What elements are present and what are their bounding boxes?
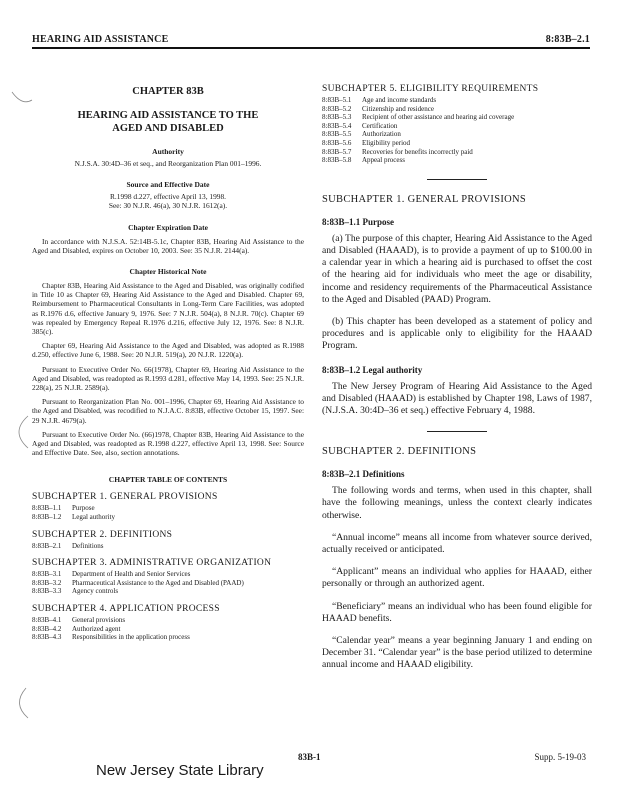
page-number: 83B-1 xyxy=(298,752,321,762)
page-footer xyxy=(0,752,618,782)
toc-entry-number: 8:83B–5.5 xyxy=(322,130,352,139)
authority-label: Authority xyxy=(152,147,184,156)
purpose-paragraph-a: (a) The purpose of this chapter, Hearing Aid Assistance to the Aged and Disabled (HAAAD), is to provide a payment of up to $100.00 in a calendar year in which a hearing aid is purchased to offset the cost of the hearing aid for individuals who meet the age or disability, income and residency requirements of the Pharmaceutical Assistance to the Aged and Disabled (PAAD) Program. xyxy=(322,232,592,305)
toc-entry-number: 8:83B–1.2 xyxy=(32,513,62,522)
toc-entry-name: Eligibility period xyxy=(362,138,411,147)
toc-entry-number: 8:83B–2.1 xyxy=(32,541,62,550)
toc-entry xyxy=(32,587,304,596)
toc-entry-number: 8:83B–5.3 xyxy=(322,113,352,122)
toc-entry xyxy=(322,130,592,139)
toc-title: CHAPTER TABLE OF CONTENTS xyxy=(108,475,228,485)
section-divider xyxy=(427,179,487,180)
section-title-legal-authority: 8:83B–1.2 Legal authority xyxy=(322,364,423,375)
toc-entry xyxy=(322,156,592,165)
history-paragraph: Pursuant to Reorganization Plan No. 001–1996, Chapter 69, Hearing Aid Assistance to the Aged and Disabled, was recodified to N.J.A.C. 8:83B, effective October 15, 1997. See: 29 N.J.R. 4679(a). xyxy=(32,397,304,425)
toc-entry-name: Definitions xyxy=(72,541,104,550)
toc-entry xyxy=(32,625,304,634)
source-line-2: See: 30 N.J.R. 46(a), 30 N.J.R. 1612(a). xyxy=(108,201,228,211)
toc-entry xyxy=(322,105,592,114)
toc-entry-number: 8:83B–5.4 xyxy=(322,121,352,130)
chapter-subtitle xyxy=(32,109,304,135)
section-divider xyxy=(427,431,487,432)
toc-entry-name: Recipient of other assistance and hearing aid coverage xyxy=(362,113,515,122)
subchapter-5-heading: SUBCHAPTER 5. ELIGIBILITY REQUIREMENTS xyxy=(322,84,539,94)
toc-entry-name: Department of Health and Senior Services xyxy=(72,570,191,579)
toc-entry-number: 8:83B–5.8 xyxy=(322,156,352,165)
definition-calendar-year: “Calendar year” means a year beginning January 1 and ending on December 31. “Calendar year” is the base period utilized to determine annual income and HAAAD eligibility. xyxy=(322,635,592,671)
toc-entry-number: 8:83B–3.1 xyxy=(32,570,62,579)
history-paragraph: Pursuant to Executive Order No. 66(1978), Chapter 69, Hearing Aid Assistance to the Aged and Disabled, was readopted as R.1993 d.281, effective May 14, 1993. See: 25 N.J.R. 228(a), 25 N.J.R. 2589(a). xyxy=(32,364,304,393)
toc-entry xyxy=(322,122,592,131)
section-title-definitions: 8:83B–2.1 Definitions xyxy=(322,469,405,480)
toc-entry-name: Certification xyxy=(362,121,398,130)
toc-entry xyxy=(322,148,592,157)
toc-entry xyxy=(322,113,592,122)
toc-entry xyxy=(32,616,304,625)
section-title-purpose: 8:83B–1.1 Purpose xyxy=(322,216,394,227)
toc-entry-number: 8:83B–4.1 xyxy=(32,616,62,625)
definition-applicant: “Applicant” means an individual who applies for HAAAD, either personally or through an authorized agent. xyxy=(322,566,592,590)
expiration-text: In accordance with N.J.S.A. 52:14B-5.1c, Chapter 83B, Hearing Aid Assistance to the Aged and Disabled, expires on October 10, 2003. See: 35 N.J.R. 2144(a). xyxy=(32,236,304,255)
toc-entry-name: Pharmaceutical Assistance to the Aged and Disabled (PAAD) xyxy=(72,578,244,587)
authority-text: N.J.S.A. 30:4D–36 et seq., and Reorganization Plan 001–1996. xyxy=(74,159,262,168)
toc-entry xyxy=(32,542,304,551)
toc-entry-name: Age and income standards xyxy=(362,96,437,104)
history-paragraph: Chapter 83B, Hearing Aid Assistance to the Aged and Disabled, was originally codified in Title 10 as Chapter 69, Hearing Aid Assistance to the Aged and Disabled. Chapter 69, Reimbursement to Pharmaceutical Consultants in Long-Term Care Facilities, was adopted as R.1976 d.6, effective January 9, 1976. See: 7 N.J.R. 504(a), 8 N.J.R. 70(c). Chapter 69 was repealed by Emergency Repeal R.1976 d.216, effective July 12, 1976. See: 8 N.J.R. 385(c). xyxy=(32,281,304,337)
purpose-paragraph-b: (b) This chapter has been developed as a statement of policy and procedures and is applicable only to eligibility for the HAAAD Program. xyxy=(322,315,592,352)
toc-entry xyxy=(32,570,304,579)
history-paragraph: Pursuant to Executive Order No. (66)1978, Chapter 83B, Hearing Aid Assistance to the Aged and Disabled, was readopted as R.1998 d.227, effective April 13, 1998. See: Source and Effective Date. See, also, section annotations. xyxy=(32,429,304,458)
subchapter-2-heading: SUBCHAPTER 2. DEFINITIONS xyxy=(322,446,477,458)
source-label: Source and Effective Date xyxy=(126,180,210,190)
toc-entry xyxy=(32,579,304,588)
toc-entry-number: 8:83B–5.7 xyxy=(322,147,352,156)
library-stamp: New Jersey State Library xyxy=(96,762,264,779)
supplement-date: Supp. 5-19-03 xyxy=(534,752,586,762)
toc-entry-number: 8:83B–3.3 xyxy=(32,587,62,596)
definition-annual-income: “Annual income” means all income from whatever source derived, actually received or anticipated. xyxy=(322,531,592,555)
chapter-subtitle-line-1: HEARING AID ASSISTANCE TO THE xyxy=(77,110,259,121)
toc-subchapter-heading: SUBCHAPTER 4. APPLICATION PROCESS xyxy=(32,604,220,615)
punch-hole-icon xyxy=(8,684,34,724)
toc-entry-name: Recoveries for benefits incorrectly paid xyxy=(362,147,473,156)
right-column xyxy=(322,84,592,672)
chapter-title: CHAPTER 83B xyxy=(132,86,204,97)
toc-entry-name: Authorized agent xyxy=(72,624,121,633)
table-of-contents xyxy=(32,492,304,641)
punch-hole-icon xyxy=(8,84,34,110)
definition-beneficiary: “Beneficiary” means an individual who has been found eligible for HAAAD benefits. xyxy=(322,600,592,624)
toc-entry-number: 8:83B–5.1 xyxy=(322,96,352,104)
header-title: HEARING AID ASSISTANCE xyxy=(32,34,169,45)
left-column xyxy=(32,84,304,642)
toc-entry-name: Appeal process xyxy=(362,156,405,165)
punch-hole-icon xyxy=(8,412,34,452)
toc-entry xyxy=(32,513,304,522)
toc-entry-number: 8:83B–1.1 xyxy=(32,504,62,513)
legal-authority-text: The New Jersey Program of Hearing Aid Assistance to the Aged and Disabled (HAAAD) is established by Chapter 198, Laws of 1987, (N.J.S.A. 30:4D–36 et seq.) effective February 4, 1988. xyxy=(322,380,592,416)
toc-entry-name: Legal authority xyxy=(72,513,115,522)
toc-entry-name: General provisions xyxy=(72,616,126,625)
toc-entry-name: Citizenship and residence xyxy=(362,104,434,113)
toc-entry-number: 8:83B–5.2 xyxy=(322,104,352,113)
toc-entry xyxy=(32,633,304,642)
toc-entry-name: Purpose xyxy=(72,504,95,513)
subchapter-1-heading: SUBCHAPTER 1. GENERAL PROVISIONS xyxy=(322,193,527,205)
source-line-1: R.1998 d.227, effective April 13, 1998. xyxy=(109,192,227,202)
toc-entry-number: 8:83B–3.2 xyxy=(32,578,62,587)
toc-entry-number: 8:83B–5.6 xyxy=(322,138,352,147)
history-label: Chapter Historical Note xyxy=(129,267,207,277)
definitions-intro: The following words and terms, when used in this chapter, shall have the following meanings, unless the context clearly indicates otherwise. xyxy=(322,485,592,521)
expiration-label: Chapter Expiration Date xyxy=(128,222,208,232)
toc-subchapter-heading: SUBCHAPTER 2. DEFINITIONS xyxy=(32,529,173,540)
toc-entry xyxy=(32,504,304,513)
running-header xyxy=(32,34,590,49)
chapter-subtitle-line-2: AGED AND DISABLED xyxy=(112,123,224,134)
toc-entry xyxy=(322,139,592,148)
toc-entry-name: Responsibilities in the application process xyxy=(72,633,190,642)
toc-entry-number: 8:83B–4.3 xyxy=(32,633,62,642)
subchapter-5-list xyxy=(322,96,592,165)
toc-entry-number: 8:83B–4.2 xyxy=(32,624,62,633)
toc-subchapter-heading: SUBCHAPTER 3. ADMINISTRATIVE ORGANIZATION xyxy=(32,558,272,569)
toc-entry xyxy=(322,96,592,105)
header-section-number: 8:83B–2.1 xyxy=(545,34,590,45)
history-paragraph: Chapter 69, Hearing Aid Assistance to the Aged and Disabled, was adopted as R.1988 d.250, effective June 6, 1988. See: 20 N.J.R. 519(a), 20 N.J.R. 1220(a). xyxy=(32,341,304,360)
toc-subchapter-heading: SUBCHAPTER 1. GENERAL PROVISIONS xyxy=(32,492,218,503)
toc-entry-name: Authorization xyxy=(362,130,401,139)
toc-entry-name: Agency controls xyxy=(72,587,119,596)
